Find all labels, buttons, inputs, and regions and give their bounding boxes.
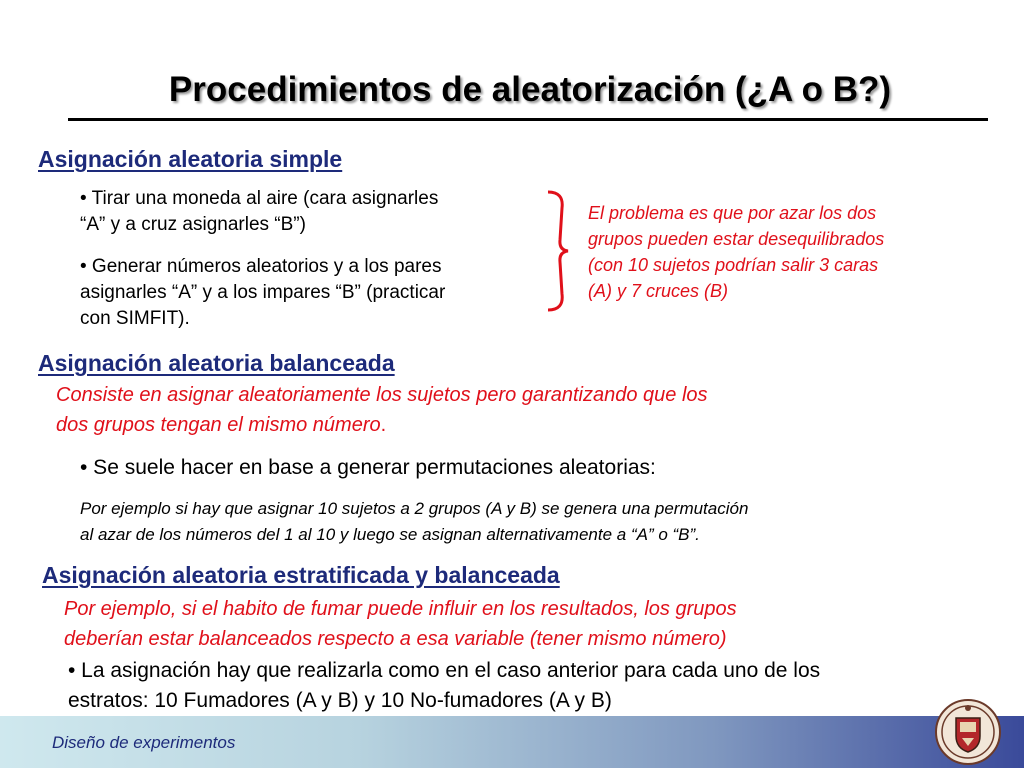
bullet-random-line3: con SIMFIT). [80, 308, 190, 329]
bullet-permutations: • Se suele hacer en base a generar permutaciones aleatorias: [80, 456, 656, 479]
bullet-random-line1: • Generar números aleatorios y a los pares [80, 256, 442, 277]
simple-warning-note [588, 200, 988, 304]
example-line1: Por ejemplo, si el habito de fumar puede influir en los resultados, los grupos [64, 598, 737, 620]
section-heading-simple: Asignación aleatoria simple [38, 146, 343, 172]
definition-period: . [380, 414, 387, 436]
bullet-list-simple [80, 186, 540, 332]
curly-brace-icon [540, 188, 576, 314]
example-line1: Por ejemplo si hay que asignar 10 sujetos a 2 grupos (A y B) se genera una permutación [80, 499, 749, 518]
definition-line1: Consiste en asignar aleatoriamente los sujetos pero garantizando que los [56, 384, 708, 406]
strata-line1: • La asignación hay que realizarla como en el caso anterior para cada uno de los [68, 659, 821, 682]
title-divider [68, 118, 988, 121]
definition-line2-text: dos grupos tengan el mismo número [56, 414, 381, 436]
bullet-coin-line1: • Tirar una moneda al aire (cara asignarles [80, 188, 439, 209]
section-heading-balanced: Asignación aleatoria balanceada [38, 350, 395, 376]
bullet-coin-line2: “A” y a cruz asignarles “B”) [80, 214, 306, 235]
note-line: (con 10 sujetos podrían salir 3 caras [588, 255, 879, 275]
stratified-example [64, 594, 984, 654]
bullet-random-line2: asignarles “A” y a los impares “B” (practicar [80, 282, 446, 303]
note-line: El problema es que por azar los dos [588, 203, 877, 223]
example-line2: deberían estar balanceados respecto a esa variable (tener mismo número) [64, 628, 727, 650]
note-line: (A) y 7 cruces (B) [588, 281, 729, 301]
university-crest-icon [934, 698, 1002, 766]
strata-line2: estratos: 10 Fumadores (A y B) y 10 No-fumadores (A y B) [68, 689, 612, 712]
page-title: Procedimientos de aleatorización (¿A o B?) [168, 70, 892, 109]
section-heading-stratified: Asignación aleatoria estratificada y balanceada [42, 562, 560, 588]
permutation-example [80, 496, 1000, 548]
footer-title: Diseño de experimentos [52, 733, 236, 752]
example-line2: al azar de los números del 1 al 10 y luego se asignan alternativamente a “A” o “B”. [80, 525, 700, 544]
definition-line2 [56, 410, 956, 440]
note-line: grupos pueden estar desequilibrados [588, 229, 885, 249]
bullet-strata [68, 656, 1008, 716]
balanced-definition [56, 380, 956, 440]
